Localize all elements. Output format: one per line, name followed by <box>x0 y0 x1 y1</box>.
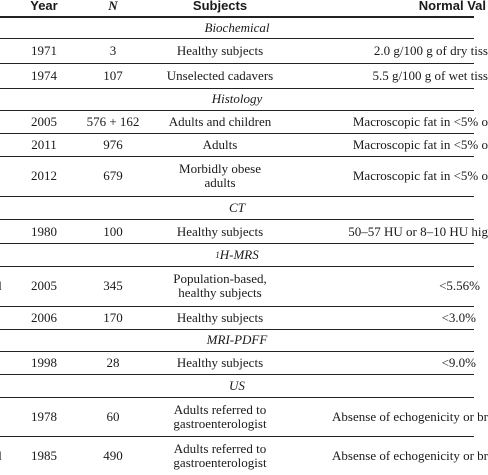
section-label: MRI-PDFF <box>206 332 268 347</box>
table-row <box>0 307 474 329</box>
section-mri-pdff <box>0 330 474 350</box>
section-biochemical <box>0 18 474 38</box>
cell-normal: Macroscopic fat in <5% o <box>352 137 488 152</box>
cell-normal: Absense of echogenicity or br <box>332 409 488 424</box>
cell-normal: <9.0% <box>441 355 476 370</box>
cell-year: 2012 <box>31 168 57 183</box>
cell-n: 60 <box>106 409 120 424</box>
table-row <box>0 64 488 88</box>
cell-n: 100 <box>103 223 123 239</box>
cell-subjects: Population-based, healthy subjects <box>173 271 267 300</box>
cell-subjects: Adults referred to gastroenterologist <box>173 441 267 470</box>
cell-n: 170 <box>103 310 123 325</box>
header-normal-values: Normal Val <box>418 0 486 13</box>
section-label: 1 H-MRS <box>215 247 259 262</box>
section-label: Biochemical <box>204 20 270 35</box>
cell-subjects: Healthy subjects <box>176 355 264 370</box>
cell-year: 2006 <box>31 310 57 325</box>
cell-normal: 2.0 g/100 g of dry tiss <box>373 43 488 58</box>
section-label: Histology <box>211 91 263 106</box>
table-row <box>0 157 488 195</box>
cell-year: 2011 <box>31 137 57 152</box>
cell-normal: <5.56% <box>439 278 480 293</box>
section-label: CT <box>229 200 245 215</box>
table-row <box>0 134 488 156</box>
cell-subjects: Adults and children <box>168 114 272 129</box>
cell-normal: <3.0% <box>441 310 476 325</box>
cell-n: 345 <box>103 278 123 293</box>
cell-n: 107 <box>103 68 123 83</box>
cell-subjects: Adults referred to gastroenterologist <box>173 402 267 431</box>
cell-normal: Macroscopic fat in <5% o <box>352 168 488 183</box>
table-row <box>0 220 488 243</box>
cell-subjects: Healthy subjects <box>176 223 264 239</box>
cell-year: 1978 <box>31 409 57 424</box>
cell-normal: 50–57 HU or 8–10 HU hig <box>348 223 488 239</box>
section-ct <box>0 197 474 219</box>
cell-subjects: Adults <box>202 137 238 152</box>
cell-subjects: Healthy subjects <box>176 43 264 58</box>
cell-n: 976 <box>103 137 123 152</box>
table-header <box>0 0 486 16</box>
table-row <box>0 398 488 436</box>
cell-year: 1974 <box>31 68 57 83</box>
table-row <box>0 352 474 374</box>
cell-n: 679 <box>103 168 123 183</box>
cell-year: 2005 <box>31 114 57 129</box>
section-h-mrs <box>0 244 474 266</box>
cell-n: 490 <box>103 448 123 463</box>
cell-n: 3 <box>109 43 117 58</box>
cell-normal: Absense of echogenicity or br <box>332 448 488 463</box>
cell-normal: 5.5 g/100 g of wet tiss <box>372 68 488 83</box>
cell-year: 1998 <box>31 355 57 370</box>
cell-year: 2005 <box>31 278 57 293</box>
section-us <box>0 375 474 397</box>
cell-year: 1985 <box>31 448 57 463</box>
cell-subjects: Morbidly obese adults <box>179 161 261 190</box>
header-year: Year <box>30 0 58 13</box>
cell-n: 576 + 162 <box>86 114 140 129</box>
header-n: N <box>108 0 118 13</box>
cell-year: 1980 <box>31 223 57 239</box>
table-row <box>0 267 480 305</box>
table-row <box>0 39 488 63</box>
table-row <box>0 111 488 133</box>
section-label: US <box>229 378 245 393</box>
header-subjects: Subjects <box>192 0 248 13</box>
cell-normal: Macroscopic fat in <5% o <box>352 114 488 129</box>
cell-n: 28 <box>106 355 120 370</box>
table-row <box>0 437 488 475</box>
section-histology <box>0 89 474 109</box>
cell-subjects: Healthy subjects <box>176 310 264 325</box>
cell-year: 1971 <box>31 43 57 58</box>
cell-subjects: Unselected cadavers <box>166 68 274 83</box>
cell-lead <box>0 437 6 475</box>
cell-lead <box>0 267 6 305</box>
